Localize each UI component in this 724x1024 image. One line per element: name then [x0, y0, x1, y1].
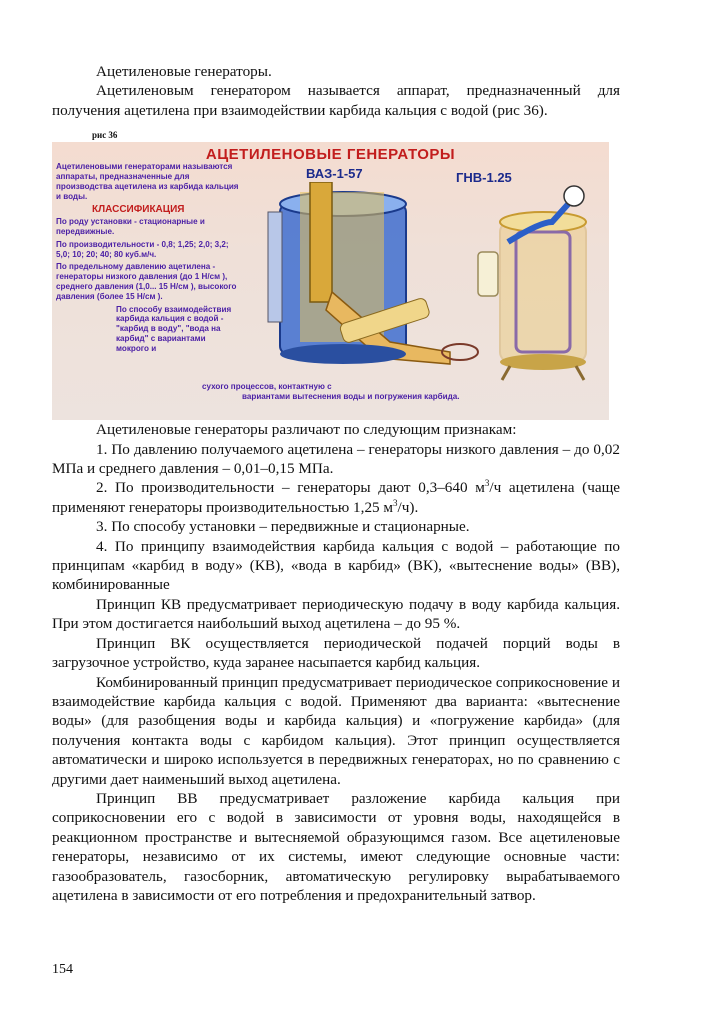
figure-method-line1: сухого процессов, контактную с	[202, 382, 332, 392]
list-item-2-part-b: /ч ацетилена (чаще применяют генераторы производительностью 1,25 м	[52, 479, 621, 516]
figure-method-text	[202, 382, 602, 402]
generator-illustration	[240, 182, 608, 382]
model-label-gnv: ГНВ-1.25	[456, 170, 512, 186]
figure-definition: Ацетиленовыми генераторами называются аппараты, предназначенные для производства ацетилена из карбида кальция и воды.	[56, 162, 239, 201]
section-heading: Ацетиленовые генераторы.	[96, 63, 272, 80]
document-page	[52, 62, 620, 905]
page-number: 154	[52, 962, 73, 977]
paragraph-vk: Принцип ВК осуществляется периодической подачей порций воды в загрузочное устройство, куда заранее насыпается карбид кальция.	[52, 634, 620, 672]
figure-caption: рис 36	[92, 130, 118, 141]
list-item-2-part-c: /ч).	[397, 498, 419, 516]
figure-title: АЦЕТИЛЕНОВЫЕ ГЕНЕРАТОРЫ	[205, 146, 456, 164]
signs-intro: Ацетиленовые генераторы различают по следующим признакам:	[96, 421, 517, 439]
superscript-3a: 3	[484, 478, 490, 489]
list-item-3: 3. По способу установки – передвижные и стационарные.	[96, 518, 470, 536]
vaz-generator-drawing	[268, 182, 478, 364]
model-label-vaz: ВАЗ-1-57	[306, 166, 363, 182]
paragraph-vv: Принцип ВВ предусматривает разложение карбида кальция при соприкосновении его с водой в зависимости от уровня воды, находящейся в реакционном пространстве и вытесняемой образующимся газом. Все ацетиленовые генераторы, независимо от их системы, имеют следующие основные части: газообразователь, газосборник, автоматическую регулировку вырабатываемого ацетилена в зависимости от его потребления и предохранительный затвор.	[52, 789, 620, 904]
figure-by-output: По производительности - 0,8; 1,25; 2,0; 3,2; 5,0; 10; 20; 40; 80 куб.м/ч.	[56, 239, 229, 259]
paragraph-kv: Принцип КВ предусматривает периодическую подачу в воду карбида кальция. При этом достигается наибольший выход ацетилена – до 95 %.	[52, 595, 620, 633]
figure-class-heading: КЛАССИФИКАЦИЯ	[92, 204, 185, 216]
figure-method-line2: вариантами вытеснения воды и погружения карбида.	[242, 392, 460, 402]
figure-by-method: По способу взаимодействия карбида кальция с водой - "карбид в воду", "вода на карбид" с вариантами мокрого и	[116, 304, 232, 353]
figure-by-pressure: По предельному давлению ацетилена - генераторы низкого давления (до 1 Н/см ), среднего давления (1,0... 15 Н/см ), высокого давления (более 15 Н/см ).	[56, 262, 237, 301]
figure-by-install: По роду установки - стационарные и передвижные.	[56, 217, 205, 236]
gnv-generator-drawing	[478, 186, 586, 380]
paragraph-combined: Комбинированный принцип предусматривает периодическое соприкосновение и взаимодействие карбида кальция с водой. Применяют два варианта: «вытеснение воды» (для разобщения воды и карбида кальция) и «погружение карбида» (для получения контакта воды с карбидом кальция). Этот принцип осуществляется автоматически и широко используется в передвижных генераторах, но по сравнению с другими дает наименьший выход ацетилена.	[52, 673, 620, 788]
list-item-1: 1. По давлению получаемого ацетилена – генераторы низкого давления – до 0,02 МПа и среднего давления – 0,01–0,15 МПа.	[52, 440, 620, 478]
intro-paragraph: Ацетиленовым генератором называется аппарат, предназначенный для получения ацетилена при взаимодействии карбида кальция с водой (рис 36).	[52, 82, 620, 119]
superscript-3b: 3	[393, 497, 398, 508]
figure-acetylene-generators	[52, 142, 609, 420]
figure-classification-text	[56, 162, 240, 356]
list-item-2	[52, 478, 620, 517]
list-item-4: 4. По принципу взаимодействия карбида кальция с водой – работающие по принципам «карбид в воду» (КВ), «вода в карбид» (ВК), «вытеснение воды» (ВВ), комбинированные	[52, 537, 620, 594]
list-item-2-part-a: 2. По производительности – генераторы дают 0,3–640 м	[96, 479, 485, 497]
